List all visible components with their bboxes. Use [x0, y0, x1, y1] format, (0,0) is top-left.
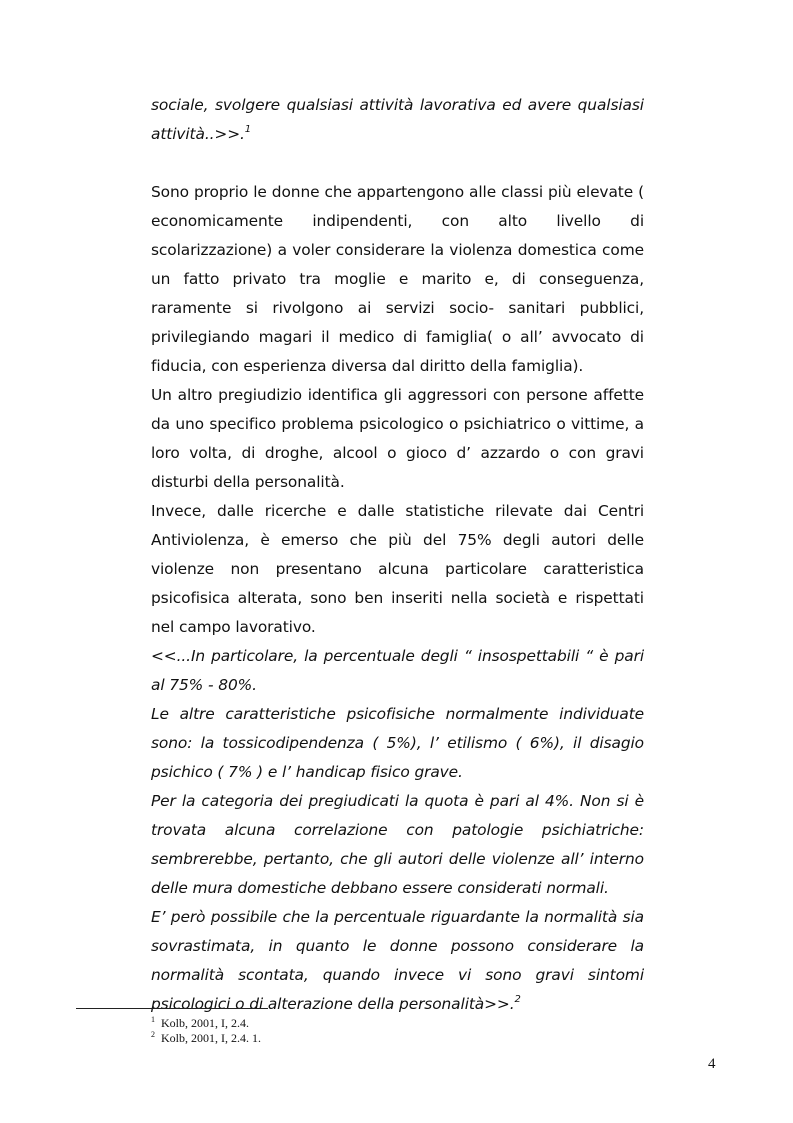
paragraph-quote-pregiudicati: Per la categoria dei pregiudicati la quota è pari al 4%. Non si è trovata alcuna correlazione con patologie psichiatriche: sembrerebbe, pertanto, che gli autori delle violenze all’ interno delle mura domestiche debbano essere considerati normali.	[151, 792, 644, 897]
paragraph-upper-class-women: Sono proprio le donne che appartengono alle classi più elevate ( economicamente indipendenti, con alto livello di scolarizzazione) a voler considerare la violenza domestica come un fatto privato tra moglie e marito e, di conseguenza, raramente si rivolgono ai servizi socio- sanitari pubblici, privilegiando magari il medico di famiglia( o all’ avvocato di fiducia, con esperienza diversa dal diritto della famiglia).	[151, 183, 644, 375]
paragraph-quote-characteristics: Le altre caratteristiche psicofisiche normalmente individuate sono: la tossicodipendenza ( 5%), l’ etilismo ( 6%), il disagio psichico ( 7% ) e l’ handicap fisico grave.	[151, 705, 644, 781]
footnote-mark: 2	[151, 1030, 155, 1039]
footnote-separator	[76, 1008, 268, 1009]
paragraph-text: E’ però possibile che la percentuale riguardante la normalità sia sovrastimata, in quanto le donne possono considerare la normalità scontata, quando invece vi sono gravi sintomi psicologici o di alterazione della personalità>>.	[151, 908, 644, 1013]
footnotes	[151, 1016, 261, 1046]
paragraph-quote-normality	[151, 903, 644, 1019]
footnote-reference: 1	[244, 124, 252, 135]
footnote-mark: 1	[151, 1015, 155, 1024]
page-number: 4	[708, 1056, 716, 1072]
paragraph-gap	[151, 149, 644, 178]
paragraph-quote-insospettabili: <<...In particolare, la percentuale degli “ insospettabili “ è pari al 75% - 80%.	[151, 647, 644, 694]
footnote-text: Kolb, 2001, I, 2.4. 1.	[161, 1031, 261, 1045]
footnote-text: Kolb, 2001, I, 2.4.	[161, 1016, 249, 1030]
footnote-1	[151, 1016, 261, 1031]
body-text	[151, 91, 644, 1019]
paragraph-text: sociale, svolgere qualsiasi attività lavorativa ed avere qualsiasi attività..>>.	[151, 96, 644, 143]
footnote-reference: 2	[514, 994, 521, 1005]
footnote-2	[151, 1031, 261, 1046]
paragraph-statistics: Invece, dalle ricerche e dalle statistiche rilevate dai Centri Antiviolenza, è emerso che più del 75% degli autori delle violenze non presentano alcuna particolare caratteristica psicofisica alterata, sono ben inseriti nella società e rispettati nel campo lavorativo.	[151, 502, 644, 636]
paragraph-prejudice: Un altro pregiudizio identifica gli aggressori con persone affette da uno specifico problema psicologico o psichiatrico o vittime, a loro volta, di droghe, alcool o gioco d’ azzardo o con gravi disturbi della personalità.	[151, 386, 644, 491]
paragraph-quote-end	[151, 91, 644, 149]
